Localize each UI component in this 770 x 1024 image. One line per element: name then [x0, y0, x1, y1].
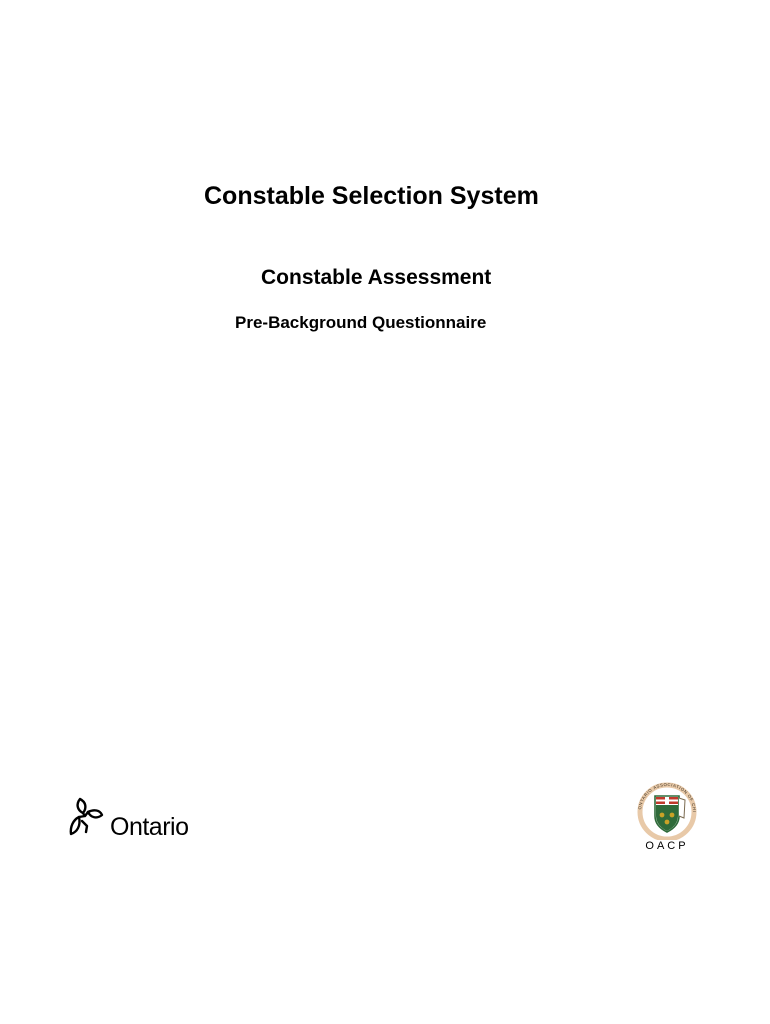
trillium-icon — [66, 796, 110, 842]
ontario-wordmark: Ontario — [110, 813, 189, 841]
oacp-crest-icon — [627, 778, 707, 840]
oacp-abbreviation: OACP — [645, 840, 689, 852]
ontario-logo — [66, 796, 201, 846]
document-section-title: Pre-Background Questionnaire — [235, 313, 487, 332]
document-subtitle: Constable Assessment — [261, 266, 492, 289]
document-title: Constable Selection System — [204, 182, 539, 210]
svg-text:ONTARIO ASSOCIATION OF CHIEFS: ONTARIO ASSOCIATION OF CHI — [637, 781, 698, 813]
oacp-logo — [627, 778, 707, 860]
